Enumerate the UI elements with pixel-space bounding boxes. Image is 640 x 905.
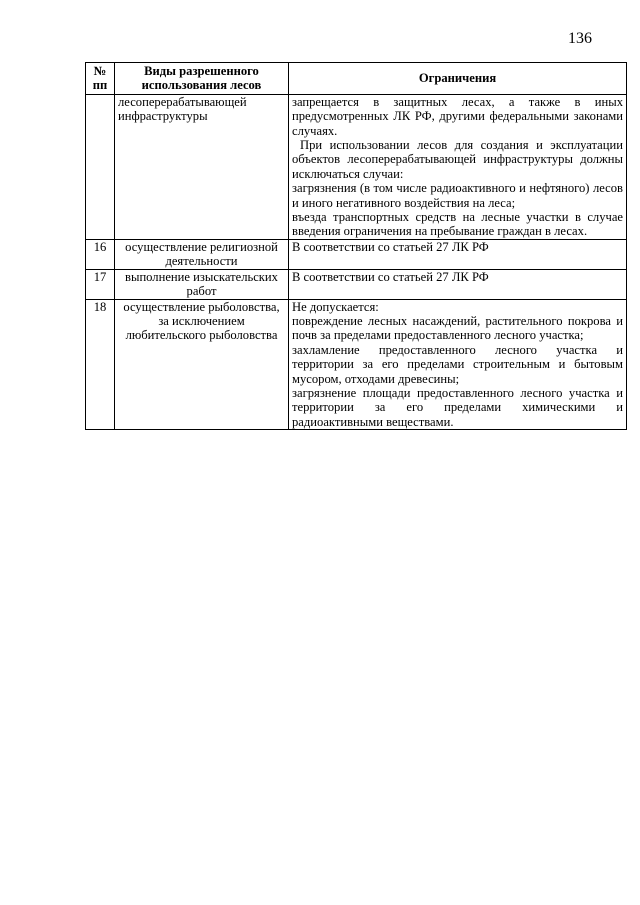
- restriction-paragraph: Не допускается:: [292, 299, 379, 314]
- restriction-paragraph: При использовании лесов для создания и эксплуатации объектов лесоперерабатывающей инфраструктуры должны исключаться случаи:: [292, 138, 623, 181]
- restriction-paragraph: В соответствии со статьей 27 ЛК РФ: [292, 239, 489, 254]
- row-use-type: [115, 299, 289, 430]
- row-number: 17: [86, 269, 115, 299]
- table-row: [86, 299, 627, 430]
- restriction-paragraph: повреждение лесных насаждений, растительного покрова и почв за пределами предоставленного лесного участка;: [292, 313, 623, 343]
- restrictions-table: [85, 62, 627, 430]
- use-type-line: работ: [186, 284, 217, 299]
- row-use-type: [115, 239, 289, 269]
- restriction-paragraph: захламление предоставленного лесного участка и территории за его пределами строительным и бытовым мусором, отходами древесины;: [292, 342, 623, 386]
- header-number: № пп: [86, 63, 115, 95]
- restriction-paragraph: В соответствии со статьей 27 ЛК РФ: [292, 269, 489, 284]
- use-type-line: лесоперерабатывающей: [118, 94, 247, 109]
- table-row: [86, 239, 627, 269]
- page-number: 136: [568, 30, 592, 47]
- row-number: 18: [86, 299, 115, 430]
- restriction-paragraph: въезда транспортных средств на лесные участки в случае введения ограничения на пребывание граждан в лесах.: [292, 210, 623, 239]
- row-number: 16: [86, 239, 115, 269]
- restriction-paragraph: запрещается в защитных лесах, а также в иных предусмотренных ЛК РФ, другими федеральными законами случаях.: [292, 94, 623, 138]
- row-restrictions: [289, 299, 627, 430]
- header-use-type: Виды разрешенного использования лесов: [115, 63, 289, 95]
- row-restrictions: [289, 94, 627, 239]
- use-type-line: за исключением: [158, 313, 245, 328]
- use-type-line: деятельности: [165, 254, 238, 269]
- use-type-line: осуществление рыболовства,: [123, 299, 280, 314]
- table-header-row: [86, 63, 627, 95]
- table-row: [86, 269, 627, 299]
- use-type-line: выполнение изыскательских: [125, 269, 278, 284]
- row-use-type: [115, 269, 289, 299]
- use-type-line: осуществление религиозной: [125, 239, 278, 254]
- row-restrictions: [289, 239, 627, 269]
- row-number: [86, 94, 115, 239]
- table-row: [86, 94, 627, 239]
- header-restrictions: Ограничения: [289, 63, 627, 95]
- row-use-type: [115, 94, 289, 239]
- row-restrictions: [289, 269, 627, 299]
- restriction-paragraph: загрязнение площади предоставленного лесного участка и территории за его пределами химическими и радиоактивными веществами.: [292, 385, 623, 429]
- use-type-line: инфраструктуры: [118, 109, 208, 124]
- use-type-line: любительского рыболовства: [125, 328, 278, 343]
- restriction-paragraph: загрязнения (в том числе радиоактивного и нефтяного) лесов и иного негативного воздействия на леса;: [292, 181, 623, 210]
